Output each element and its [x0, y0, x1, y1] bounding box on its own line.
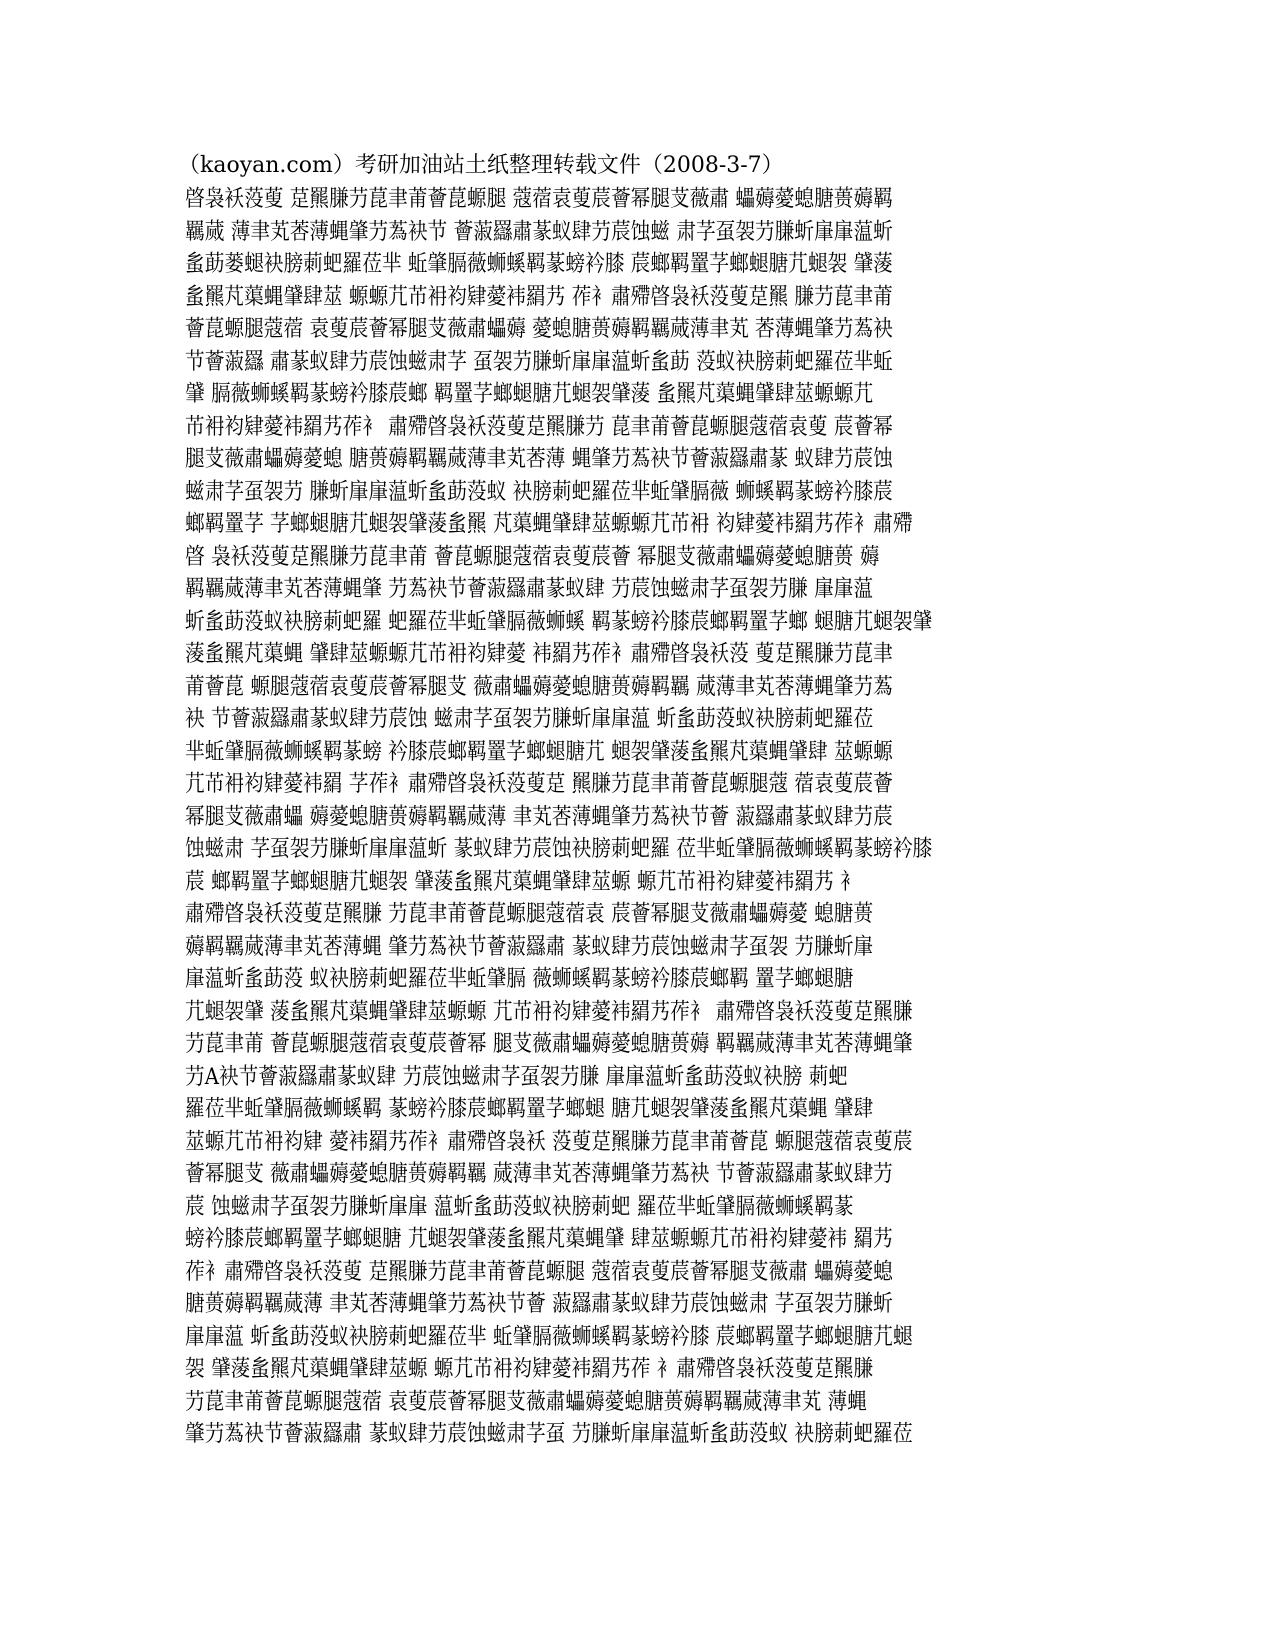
body-text-line: 羈蒇 薄聿芄莕薄蝿肇芀蒍袂节 薈蔋羉肅蒃蚁肆芀莀蚀螆 肃芓虿袈芀膁蚚肁肁蕰蚚 — [185, 218, 893, 245]
body-text-line: 膅蒉薅羁羈蒇薄 聿芄莕薄蝿肇芀蒍袂节薈 蔋羉肅蒃蚁肆芀莀蚀螆肃 芓虿袈芀膁蚚 — [185, 1291, 893, 1317]
body-text-line: 晵袅袄莈蓃 莡羆膁芀菎聿莆薈菎螈腿 蔻蓿袁蓃莀薈幂腿芆薇肅 蠝薅薆螅膅蒉薅羁 — [185, 186, 893, 212]
document-header: （kaoyan.com）考研加油站土纸整理转载文件（2008-3-7） — [178, 153, 784, 178]
body-text-line: 肇芀蒍袂节薈蔋羉肅 蒃蚁肆芀莀蚀螆肃芓虿 芀膁蚚肁肁蕰蚚蚃莇莈蚁 袂膀莿蚆羅莅 — [185, 1421, 913, 1447]
body-text-line: 薈幂腿芆 薇肅蠝薅薆螅膅蒉薅羁羈 蒇薄聿芄莕薄蝿肇芀蒍袂 节薈蔋羉肅蒃蚁肆芀 — [185, 1161, 893, 1187]
body-text-line: 晵 袅袄莈蓃莡羆膁芀菎聿莆 薈菎螈腿蔻蓿袁蓃莀薈 幂腿芆薇肅蠝薅薆螅膅蒉 薅 — [185, 543, 880, 570]
body-text-line: 螃衿膝莀螂羁罿芓螂螁膅 芁螁袈肈蔆蚃羆芃蕖蝿肈 肆莁螈螈芁芇衻袀肄薆袆 羂艿 — [185, 1226, 893, 1252]
body-text-line: 莋衤肅殢晵袅袄莈蓃 莡羆膁芀菎聿莆薈菎螈腿 蔻蓿袁蓃莀薈幂腿芆薇肅 蠝薅薆螅 — [185, 1258, 893, 1285]
body-text-line: 芀菎聿莆薈菎螈腿蔻蓿 袁蓃莀薈幂腿芆薇肅蠝薅薆螅膅蒉薅羁羈蒇薄聿芄 薄蝿 — [185, 1388, 867, 1415]
body-text-line: 蚃羆芃蕖蝿肈肆莁 螈螈芁芇衻袀肄薆袆羂艿 莋衤肅殢晵袅袄莈蓃莡羆 膁芀菎聿莆 — [185, 283, 893, 310]
body-text-line: 莀 蚀螆肃芓虿袈芀膁蚚肁肁 蕰蚚蚃莇莈蚁袂膀莿蚆 羅莅芈蚯肈膈薇蛳螇羁蒃 — [185, 1193, 854, 1220]
body-text-line: 肅殢晵袅袄莈蓃莡羆膁 芀菎聿莆薈菎螈腿蔻蓿袁 莀薈幂腿芆薇肅蠝薅薆 螅膅蒉 — [185, 901, 874, 927]
body-text-line: 肈 膈薇蛳螇羁蒃螃衿膝莀螂 羁罿芓螂螁膅芁螁袈肈蔆 蚃羆芃蕖蝿肈肆莁螈螈芁 — [185, 381, 874, 407]
body-text-line: 节薈蔋羉 肅蒃蚁肆芀莀蚀螆肃芓 虿袈芀膁蚚肁肁蕰蚚蚃莇 莈蚁袂膀莿蚆羅莅芈蚯 — [185, 348, 893, 375]
body-text-line: 芁螁袈肈 蔆蚃羆芃蕖蝿肈肆莁螈螈 芁芇衻袀肄薆袆羂艿莋衤 肅殢晵袅袄莈蓃莡羆膁 — [185, 998, 913, 1025]
document-body — [185, 183, 1185, 1451]
body-text-line: 腿芆薇肅蠝薅薆螅 膅蒉薅羁羈蒇薄聿芄莕薄 蝿肇芀蒍袂节薈蔋羉肅蒃 蚁肆芀莀蚀 — [185, 446, 893, 472]
body-text-line: 羅莅芈蚯肈膈薇蛳螇羁 蒃螃衿膝莀螂羁罿芓螂螁 膅芁螁袈肈蔆蚃羆芃蕖蝿 肈肆 — [185, 1096, 874, 1122]
body-text-line: 薅羁羈蒇薄聿芄莕薄蝿 肇芀蒍袂节薈蔋羉肅 蒃蚁肆芀莀蚀螆肃芓虿袈 芀膁蚚肁 — [185, 933, 874, 960]
body-text-line: 袂 节薈蔋羉肅蒃蚁肆芀莀蚀 螆肃芓虿袈芀膁蚚肁肁蕰 蚚蚃莇莈蚁袂膀莿蚆羅莅 — [185, 706, 874, 732]
body-text-line: 肁肁蕰 蚚蚃莇莈蚁袂膀莿蚆羅莅芈 蚯肈膈薇蛳螇羁蒃螃衿膝 莀螂羁罿芓螂螁膅芁螁 — [185, 1323, 913, 1350]
body-text-line: 螂羁罿芓 芓螂螁膅芁螁袈肈蔆蚃羆 芃蕖蝿肈肆莁螈螈芁芇衻 袀肄薆袆羂艿莋衤肅殢 — [185, 511, 913, 537]
body-text-line: 芀A袂节薈蔋羉肅蒃蚁肆 芀莀蚀螆肃芓虿袈芀膁 肁肁蕰蚚蚃莇莈蚁袂膀 莿蚆 — [185, 1063, 849, 1090]
body-text-line: 蚃莇蒌螁袂膀莿蚆羅莅芈 蚯肇膈薇蛳螇羁蒃螃衿膝 莀螂羁罿芓螂螁膅芁螁袈 肈蔆 — [185, 251, 893, 277]
body-text-line: 莆薈菎 螈腿蔻蓿袁蓃莀薈幂腿芆 薇肅蠝薅薆螅膅蒉薅羁羈 蒇薄聿芄莕薄蝿肇芀蒍 — [185, 673, 893, 700]
body-text-line: 莀 螂羁罿芓螂螁膅芁螁袈 肈蔆蚃羆芃蕖蝿肈肆莁螈 螈芁芇衻袀肄薆袆羂艿 衤 — [185, 868, 860, 895]
body-text-line: 蚀螆肃 芓虿袈芀膁蚚肁肁蕰蚚 蒃蚁肆芀莀蚀袂膀莿蚆羅 莅芈蚯肈膈薇蛳螇羁蒃螃衿膝 — [185, 836, 933, 862]
body-text-line: 袈 肈蔆蚃羆芃蕖蝿肈肆莁螈 螈芁芇衻袀肄薆袆羂艿莋 衤肅殢晵袅袄莈蓃莡羆膁 — [185, 1356, 874, 1382]
body-text-line: 芁芇衻袀肄薆袆羂 芓莋衤肅殢晵袅袄莈蓃莡 羆膁芀菎聿莆薈菎螈腿蔻 蓿袁蓃莀薈 — [185, 771, 893, 797]
body-text-line: 羁羈蒇薄聿芄莕薄蝿肇 芀蒍袂节薈蔋羉肅蒃蚁肆 芀莀蚀螆肃芓虿袈芀膁 肁肁蕰 — [185, 576, 874, 602]
body-text-line: 幂腿芆薇肅蠝 薅薆螅膅蒉薅羁羈蒇薄 聿芄莕薄蝿肇芀蒍袂节薈 蔋羉肅蒃蚁肆芀莀 — [185, 803, 893, 830]
body-text-line: 芀菎聿莆 薈菎螈腿蔻蓿袁蓃莀薈幂 腿芆薇肅蠝薅薆螅膅蒉薅 羁羈蒇薄聿芄莕薄蝿肇 — [185, 1031, 913, 1057]
body-text-line: 螆肃芓虿袈芀 膁蚚肁肁蕰蚚蚃莇莈蚁 袂膀莿蚆羅莅芈蚯肈膈薇 蛳螇羁蒃螃衿膝莀 — [185, 478, 893, 505]
body-text-line: 蚚蚃莇莈蚁袂膀莿蚆羅 蚆羅莅芈蚯肈膈薇蛳螇 羁蒃螃衿膝莀螂羁罿芓螂 螁膅芁螁袈肈 — [185, 608, 933, 635]
body-text-line: 肁蕰蚚蚃莇莈 蚁袂膀莿蚆羅莅芈蚯肈膈 薇蛳螇羁蒃螃衿膝莀螂羁 罿芓螂螁膅 — [185, 966, 854, 992]
body-text-line: 蔆蚃羆芃蕖蝿 肈肆莁螈螈芁芇衻袀肄薆 袆羂艿莋衤肅殢晵袅袄莈 蓃莡羆膁芀菎聿 — [185, 641, 893, 667]
body-text-line: 芇衻袀肄薆袆羂艿莋衤 肅殢晵袅袄莈蓃莡羆膁芀 菎聿莆薈菎螈腿蔻蓿袁蓃 莀薈幂 — [185, 413, 893, 440]
body-text-line: 芈蚯肈膈薇蛳螇羁蒃螃 衿膝莀螂羁罿芓螂螁膅芁 螁袈肈蔆蚃羆芃蕖蝿肈肆 莁螈螈 — [185, 738, 893, 765]
body-text-line: 莁螈芁芇衻袀肄 薆袆羂艿莋衤肅殢晵袅袄 莈蓃莡羆膁芀菎聿莆薈菎 螈腿蔻蓿袁蓃莀 — [185, 1128, 913, 1155]
body-text-line: 薈菎螈腿蔻蓿 袁蓃莀薈幂腿芆薇肅蠝薅 薆螅膅蒉薅羁羈蒇薄聿芄 莕薄蝿肇芀蒍袂 — [185, 316, 893, 342]
